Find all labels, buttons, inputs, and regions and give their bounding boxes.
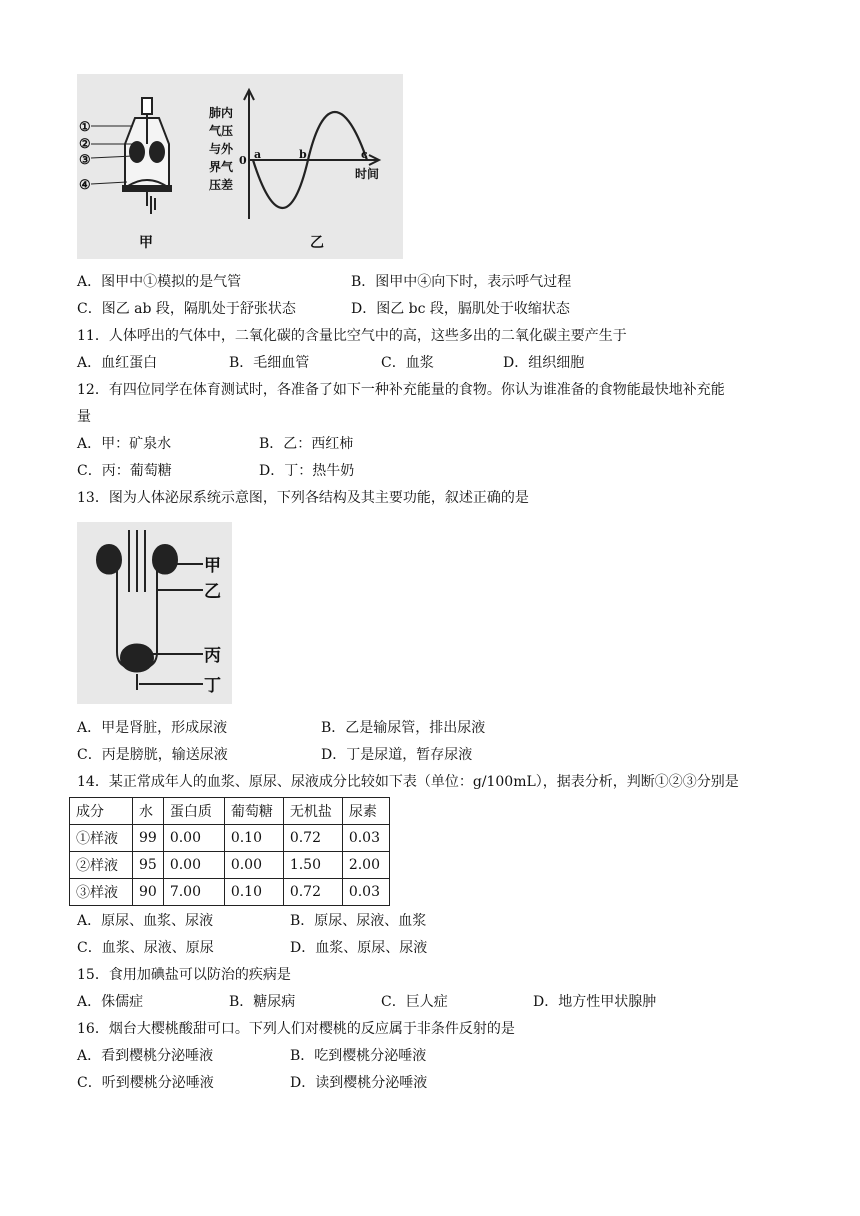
- q14-option-a: A．原尿、血浆、尿液: [77, 913, 214, 929]
- table-cell: 0.10: [224, 879, 283, 906]
- q12-option-a: A．甲：矿泉水: [77, 436, 172, 452]
- table-cell: ③样液: [70, 879, 133, 906]
- xlabel: 时间: [355, 167, 380, 181]
- q15-option-b: B．糖尿病: [229, 994, 296, 1010]
- q15-option-c: C．巨人症: [381, 994, 448, 1010]
- q13-option-b: B．乙是输尿管，排出尿液: [321, 720, 486, 736]
- q15-stem: 15．食用加碘盐可以防治的疾病是: [77, 967, 291, 983]
- table-cell: 0.00: [163, 852, 224, 879]
- table-header: 蛋白质: [163, 798, 224, 825]
- table-cell: 0.03: [342, 879, 389, 906]
- bell-jar-model: [91, 98, 171, 214]
- pressure-graph: [244, 90, 379, 219]
- q11-option-a: A．血红蛋白: [77, 355, 158, 371]
- table-cell: ①样液: [70, 825, 133, 852]
- table-header: 葡萄糖: [224, 798, 283, 825]
- q13-option-c: C．丙是膀胱，输送尿液: [77, 747, 228, 763]
- table-cell: 1.50: [283, 852, 342, 879]
- point-b: b: [299, 148, 307, 161]
- table-cell: 0.03: [342, 825, 389, 852]
- urinary-label-yi: 乙: [204, 582, 221, 602]
- ylabel-4: 界气: [209, 160, 234, 174]
- table-cell: 0.00: [163, 825, 224, 852]
- q11-option-d: D．组织细胞: [503, 355, 585, 371]
- q15-option-a: A．侏儒症: [77, 994, 144, 1010]
- q14-stem: 14．某正常成年人的血浆、原尿、尿液成分比较如下表（单位：g/100mL），据表分析，判断①②③分别是: [77, 774, 739, 790]
- q11-stem: 11．人体呼出的气体中，二氧化碳的含量比空气中的高，这些多出的二氧化碳主要产生于: [77, 328, 627, 344]
- table-cell: 0.00: [224, 852, 283, 879]
- q12-option-b: B．乙：西红柿: [259, 436, 354, 452]
- q14-option-c: C．血浆、尿液、原尿: [77, 940, 214, 956]
- ylabel-1: 肺内: [209, 106, 234, 120]
- table-cell: 0.72: [283, 825, 342, 852]
- label-jia: 甲: [139, 235, 153, 251]
- q15-option-d: D．地方性甲状腺肿: [533, 994, 657, 1010]
- table-header-row: [70, 798, 390, 825]
- q16-option-c: C．听到樱桃分泌唾液: [77, 1075, 214, 1091]
- q14-option-b: B．原尿、尿液、血浆: [290, 913, 427, 929]
- marker-3: ③: [79, 153, 91, 168]
- q12-stem-line2: 量: [77, 409, 91, 425]
- breathing-figure-svg: [77, 74, 403, 259]
- q16-option-d: D．读到樱桃分泌唾液: [290, 1075, 428, 1091]
- table-header: 成分: [70, 798, 133, 825]
- q16-option-b: B．吃到樱桃分泌唾液: [290, 1048, 427, 1064]
- table-cell: 0.10: [224, 825, 283, 852]
- table-header: 水: [133, 798, 164, 825]
- point-c: c: [361, 148, 368, 161]
- q12-option-d: D．丁：热牛奶: [259, 463, 355, 479]
- marker-1: ①: [79, 120, 91, 135]
- table-row: [70, 879, 390, 906]
- table-cell: ②样液: [70, 852, 133, 879]
- breathing-figure: [77, 74, 403, 259]
- urinary-figure: [77, 522, 232, 704]
- q10-option-d: D．图乙 bc 段，膈肌处于收缩状态: [351, 301, 570, 317]
- q10-option-c: C．图乙 ab 段，隔肌处于舒张状态: [77, 301, 296, 317]
- table-cell: 99: [133, 825, 164, 852]
- label-yi: 乙: [310, 235, 324, 251]
- marker-2: ②: [79, 137, 91, 152]
- table-header: 无机盐: [283, 798, 342, 825]
- table-row: [70, 852, 390, 879]
- q16-stem: 16．烟台大樱桃酸甜可口。下列人们对樱桃的反应属于非条件反射的是: [77, 1021, 515, 1037]
- table-cell: 7.00: [163, 879, 224, 906]
- table-cell: 90: [133, 879, 164, 906]
- origin-label: 0: [239, 154, 247, 167]
- q13-option-a: A．甲是肾脏，形成尿液: [77, 720, 228, 736]
- table-cell: 2.00: [342, 852, 389, 879]
- q11-option-c: C．血浆: [381, 355, 434, 371]
- q10-option-a: A．图甲中①模拟的是气管: [77, 274, 242, 290]
- composition-table: [69, 797, 390, 906]
- q14-option-d: D．血浆、原尿、尿液: [290, 940, 428, 956]
- urinary-label-bing: 丙: [204, 646, 221, 666]
- urinary-figure-svg: [77, 522, 232, 704]
- table-cell: 0.72: [283, 879, 342, 906]
- q13-option-d: D．丁是尿道，暂存尿液: [321, 747, 473, 763]
- q10-option-b: B．图甲中④向下时，表示呼气过程: [351, 274, 572, 290]
- ylabel-5: 压差: [209, 178, 234, 192]
- ylabel-3: 与外: [209, 142, 234, 156]
- marker-4: ④: [79, 178, 91, 193]
- urinary-label-ding: 丁: [204, 676, 221, 696]
- urinary-diagram: [97, 530, 203, 690]
- table-header: 尿素: [342, 798, 389, 825]
- q11-option-b: B．毛细血管: [229, 355, 310, 371]
- q12-stem-line1: 12．有四位同学在体育测试时，各准备了如下一种补充能量的食物。你认为谁准备的食物能最快地补充能: [77, 382, 725, 398]
- q16-option-a: A．看到樱桃分泌唾液: [77, 1048, 214, 1064]
- point-a: a: [254, 148, 262, 161]
- table-cell: 95: [133, 852, 164, 879]
- table-row: [70, 825, 390, 852]
- q12-option-c: C．丙：葡萄糖: [77, 463, 172, 479]
- ylabel-2: 气压: [209, 124, 234, 138]
- q13-stem: 13．图为人体泌尿系统示意图，下列各结构及其主要功能，叙述正确的是: [77, 490, 529, 506]
- urinary-label-jia: 甲: [204, 556, 221, 576]
